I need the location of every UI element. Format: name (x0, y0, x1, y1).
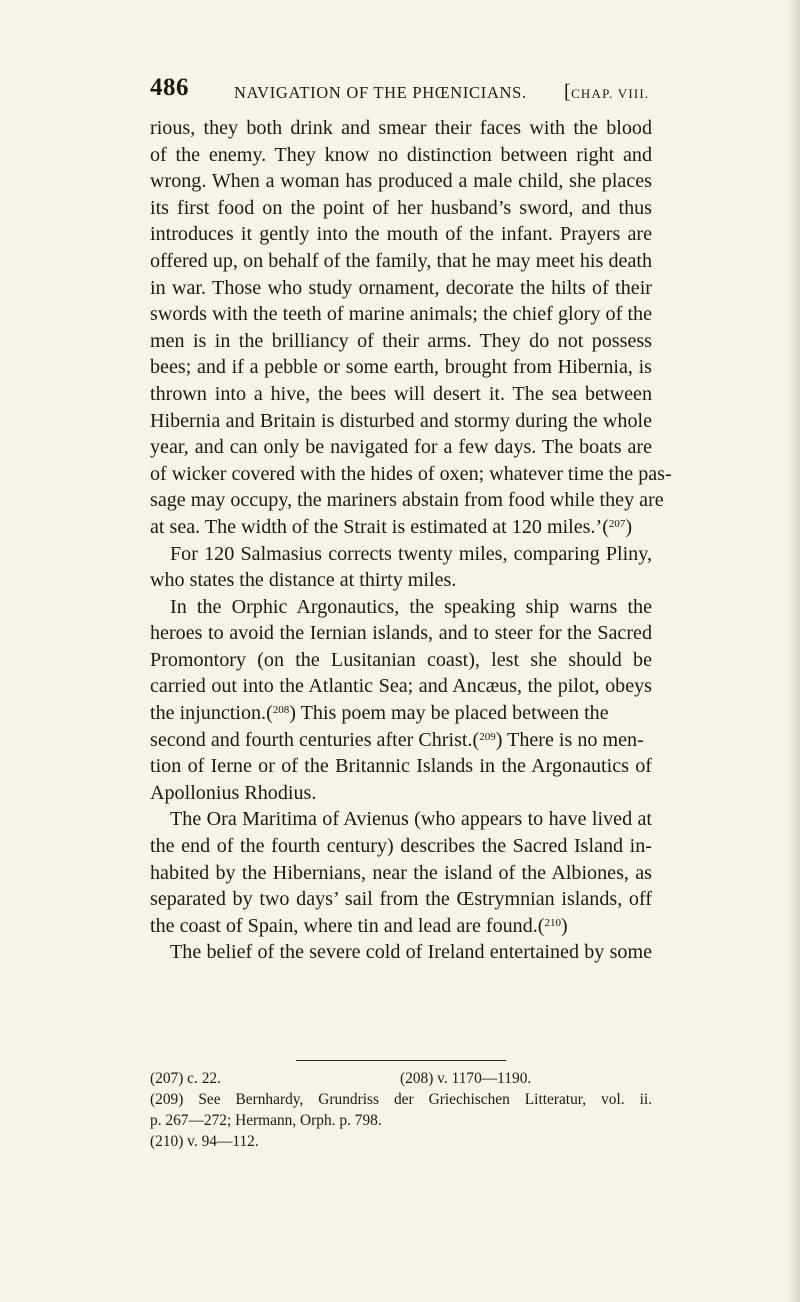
footnote-ref: 209 (479, 730, 496, 743)
footnote-207: (207) c. 22. (150, 1070, 221, 1087)
text-line: Promontory (on the Lusitanian coast), lest she should be (150, 648, 652, 671)
text-line: In the Orphic Argonautics, the speaking ship warns the (170, 595, 652, 618)
footnote-rule (296, 1060, 506, 1061)
text-line: The belief of the severe cold of Ireland entertained by some (170, 941, 652, 964)
text-line (150, 727, 652, 754)
text-line: For 120 Salmasius corrects twenty miles, comparing Pliny, (170, 542, 652, 565)
footnote-208: (208) v. 1170—1190. (400, 1070, 532, 1087)
text-line: of the enemy. They know no distinction between right and (150, 143, 652, 166)
footnote: (210) v. 94—112. (150, 1133, 259, 1150)
text-segment: the coast of Spain, where tin and lead are found.( (150, 914, 545, 937)
text-line: Hibernia and Britain is disturbed and stormy during the whole (150, 409, 652, 432)
chapter-text: CHAP. VIII. (571, 86, 650, 101)
text-line (150, 514, 652, 541)
running-title: NAVIGATION OF THE PHŒNICIANS. (234, 83, 527, 102)
text-line: year, and can only be navigated for a few days. The boats are (150, 436, 652, 459)
text-line: rious, they both drink and smear their faces with the blood (150, 117, 652, 139)
footnote-ref: 207 (608, 517, 626, 530)
footnote: (209) See Bernhardy, Grundriss der Griechischen Litteratur, vol. ii. (150, 1091, 652, 1108)
text-line (150, 913, 652, 940)
text-line: introduces it gently into the mouth of the infant. Prayers are (150, 223, 652, 246)
text-line: sage may occupy, the mariners abstain from food while they are (150, 489, 664, 512)
text-segment: at sea. The width of the Strait is estimated at 120 miles.’( (150, 515, 609, 538)
text-line: habited by the Hibernians, near the island of the Albiones, as (150, 861, 652, 884)
text-line: The Ora Maritima of Avienus (who appears to have lived at (170, 808, 652, 831)
chapter-bracket: [ (564, 81, 572, 103)
page-number: 486 (150, 74, 189, 101)
text-line: swords with the teeth of marine animals; the chief glory of the (150, 303, 652, 326)
footnote (150, 1068, 652, 1089)
text-line: the end of the fourth century) describes the Sacred Island in- (150, 835, 652, 858)
chapter-label (564, 81, 649, 104)
text-line: who states the distance at thirty miles. (150, 569, 457, 592)
body-text (150, 115, 672, 966)
footnote: p. 267—272; Hermann, Orph. p. 798. (150, 1112, 382, 1129)
text-line: wrong. When a woman has produced a male child, she places (150, 170, 652, 193)
text-line: heroes to avoid the Iernian islands, and to steer for the Sacred (150, 622, 652, 645)
page-edge (790, 0, 800, 1302)
text-segment: second and fourth centuries after Christ.( (150, 728, 480, 751)
text-line: men is in the brilliancy of their arms. They do not possess (150, 329, 652, 352)
running-header (150, 74, 650, 108)
text-segment: ) (625, 515, 633, 538)
footnote-ref: 210 (544, 916, 561, 929)
footnote-ref: 208 (272, 704, 290, 717)
text-segment: ) There is no men- (495, 728, 644, 751)
text-line: thrown into a hive, the bees will desert it. The sea between (150, 382, 652, 405)
text-line: separated by two days’ sail from the Œstrymnian islands, off (150, 888, 652, 911)
text-line: bees; and if a pebble or some earth, brought from Hibernia, is (150, 356, 652, 379)
footnotes (150, 1068, 652, 1152)
text-segment: the injunction.( (150, 702, 273, 725)
text-segment: ) (560, 914, 568, 937)
text-segment: ) This poem may be placed between the (289, 702, 609, 725)
text-line: of wicker covered with the hides of oxen; whatever time the pas- (150, 462, 672, 485)
text-line: carried out into the Atlantic Sea; and Ancæus, the pilot, obeys (150, 675, 652, 698)
text-line: tion of Ierne or of the Britannic Islands in the Argonautics of (150, 755, 652, 778)
text-line: its first food on the point of her husband’s sword, and thus (150, 196, 652, 219)
text-line: in war. Those who study ornament, decorate the hilts of their (150, 276, 652, 299)
text-line (150, 700, 652, 727)
text-line: Apollonius Rhodius. (150, 781, 317, 804)
text-line: offered up, on behalf of the family, that he may meet his death (150, 249, 652, 272)
